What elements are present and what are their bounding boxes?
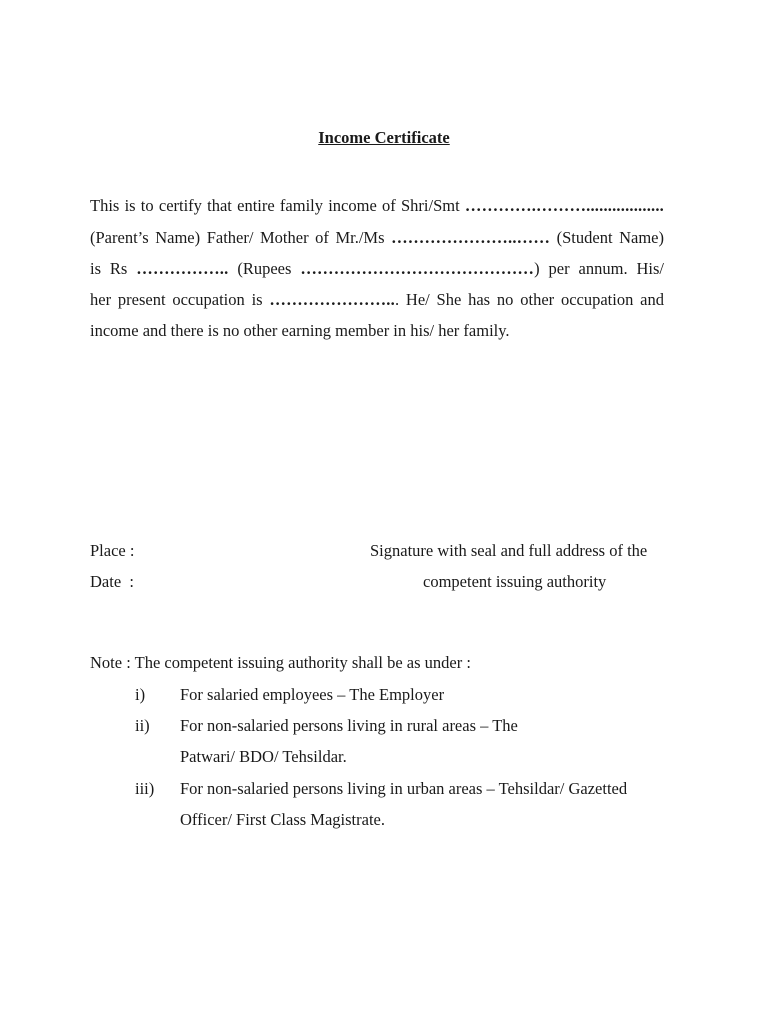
note-item-3-text-line-2: Officer/ First Class Magistrate. [180, 810, 385, 829]
paragraph-line-3 [90, 259, 664, 279]
signature-line-1: Signature with seal and full address of the [370, 541, 648, 560]
line1-text: This is to certify that entire family income of Shri/Smt [90, 196, 465, 215]
note-item-1-number: i) [135, 685, 146, 704]
note-item-3-text-line-1: For non-salaried persons living in urban areas – Tehsildar/ Gazetted [180, 779, 628, 798]
income-amount-blank: …………….. [136, 259, 229, 278]
paragraph-line-1 [90, 196, 664, 216]
line4-pre: her present occupation is [90, 290, 270, 309]
line4-post: . He/ She has no other occupation and [394, 290, 664, 309]
note-item-2-text-line-1: For non-salaried persons living in rural areas – The [180, 716, 518, 735]
paragraph-line-4 [90, 290, 664, 310]
date-label: Date : [90, 572, 134, 591]
line3-pre: is Rs [90, 259, 137, 278]
note-item-2-text-line-2: Patwari/ BDO/ Tehsildar. [180, 747, 347, 766]
paragraph-line-5: income and there is no other earning member in his/ her family. [90, 321, 510, 340]
note-heading: Note : The competent issuing authority shall be as under : [90, 653, 471, 672]
student-name-blank: …………………..…… [391, 228, 551, 247]
parent-name-blank: ………….……….................. [464, 196, 664, 215]
occupation-blank: ………………….. [269, 290, 395, 309]
line3-mid: (Rupees [228, 259, 301, 278]
document-title: Income Certificate [318, 128, 450, 147]
line2-pre: (Parent’s Name) Father/ Mother of Mr./Ms [90, 228, 392, 247]
signature-line-2: competent issuing authority [423, 572, 607, 591]
note-item-2-number: ii) [135, 716, 150, 735]
income-words-blank: …………………………………… [300, 259, 535, 278]
line2-post: (Student Name) [550, 228, 664, 247]
note-item-3-number: iii) [135, 779, 155, 798]
note-item-1-text: For salaried employees – The Employer [180, 685, 445, 704]
paragraph-line-2 [90, 228, 664, 248]
place-label: Place : [90, 541, 135, 560]
line3-post: ) per annum. His/ [534, 259, 664, 278]
